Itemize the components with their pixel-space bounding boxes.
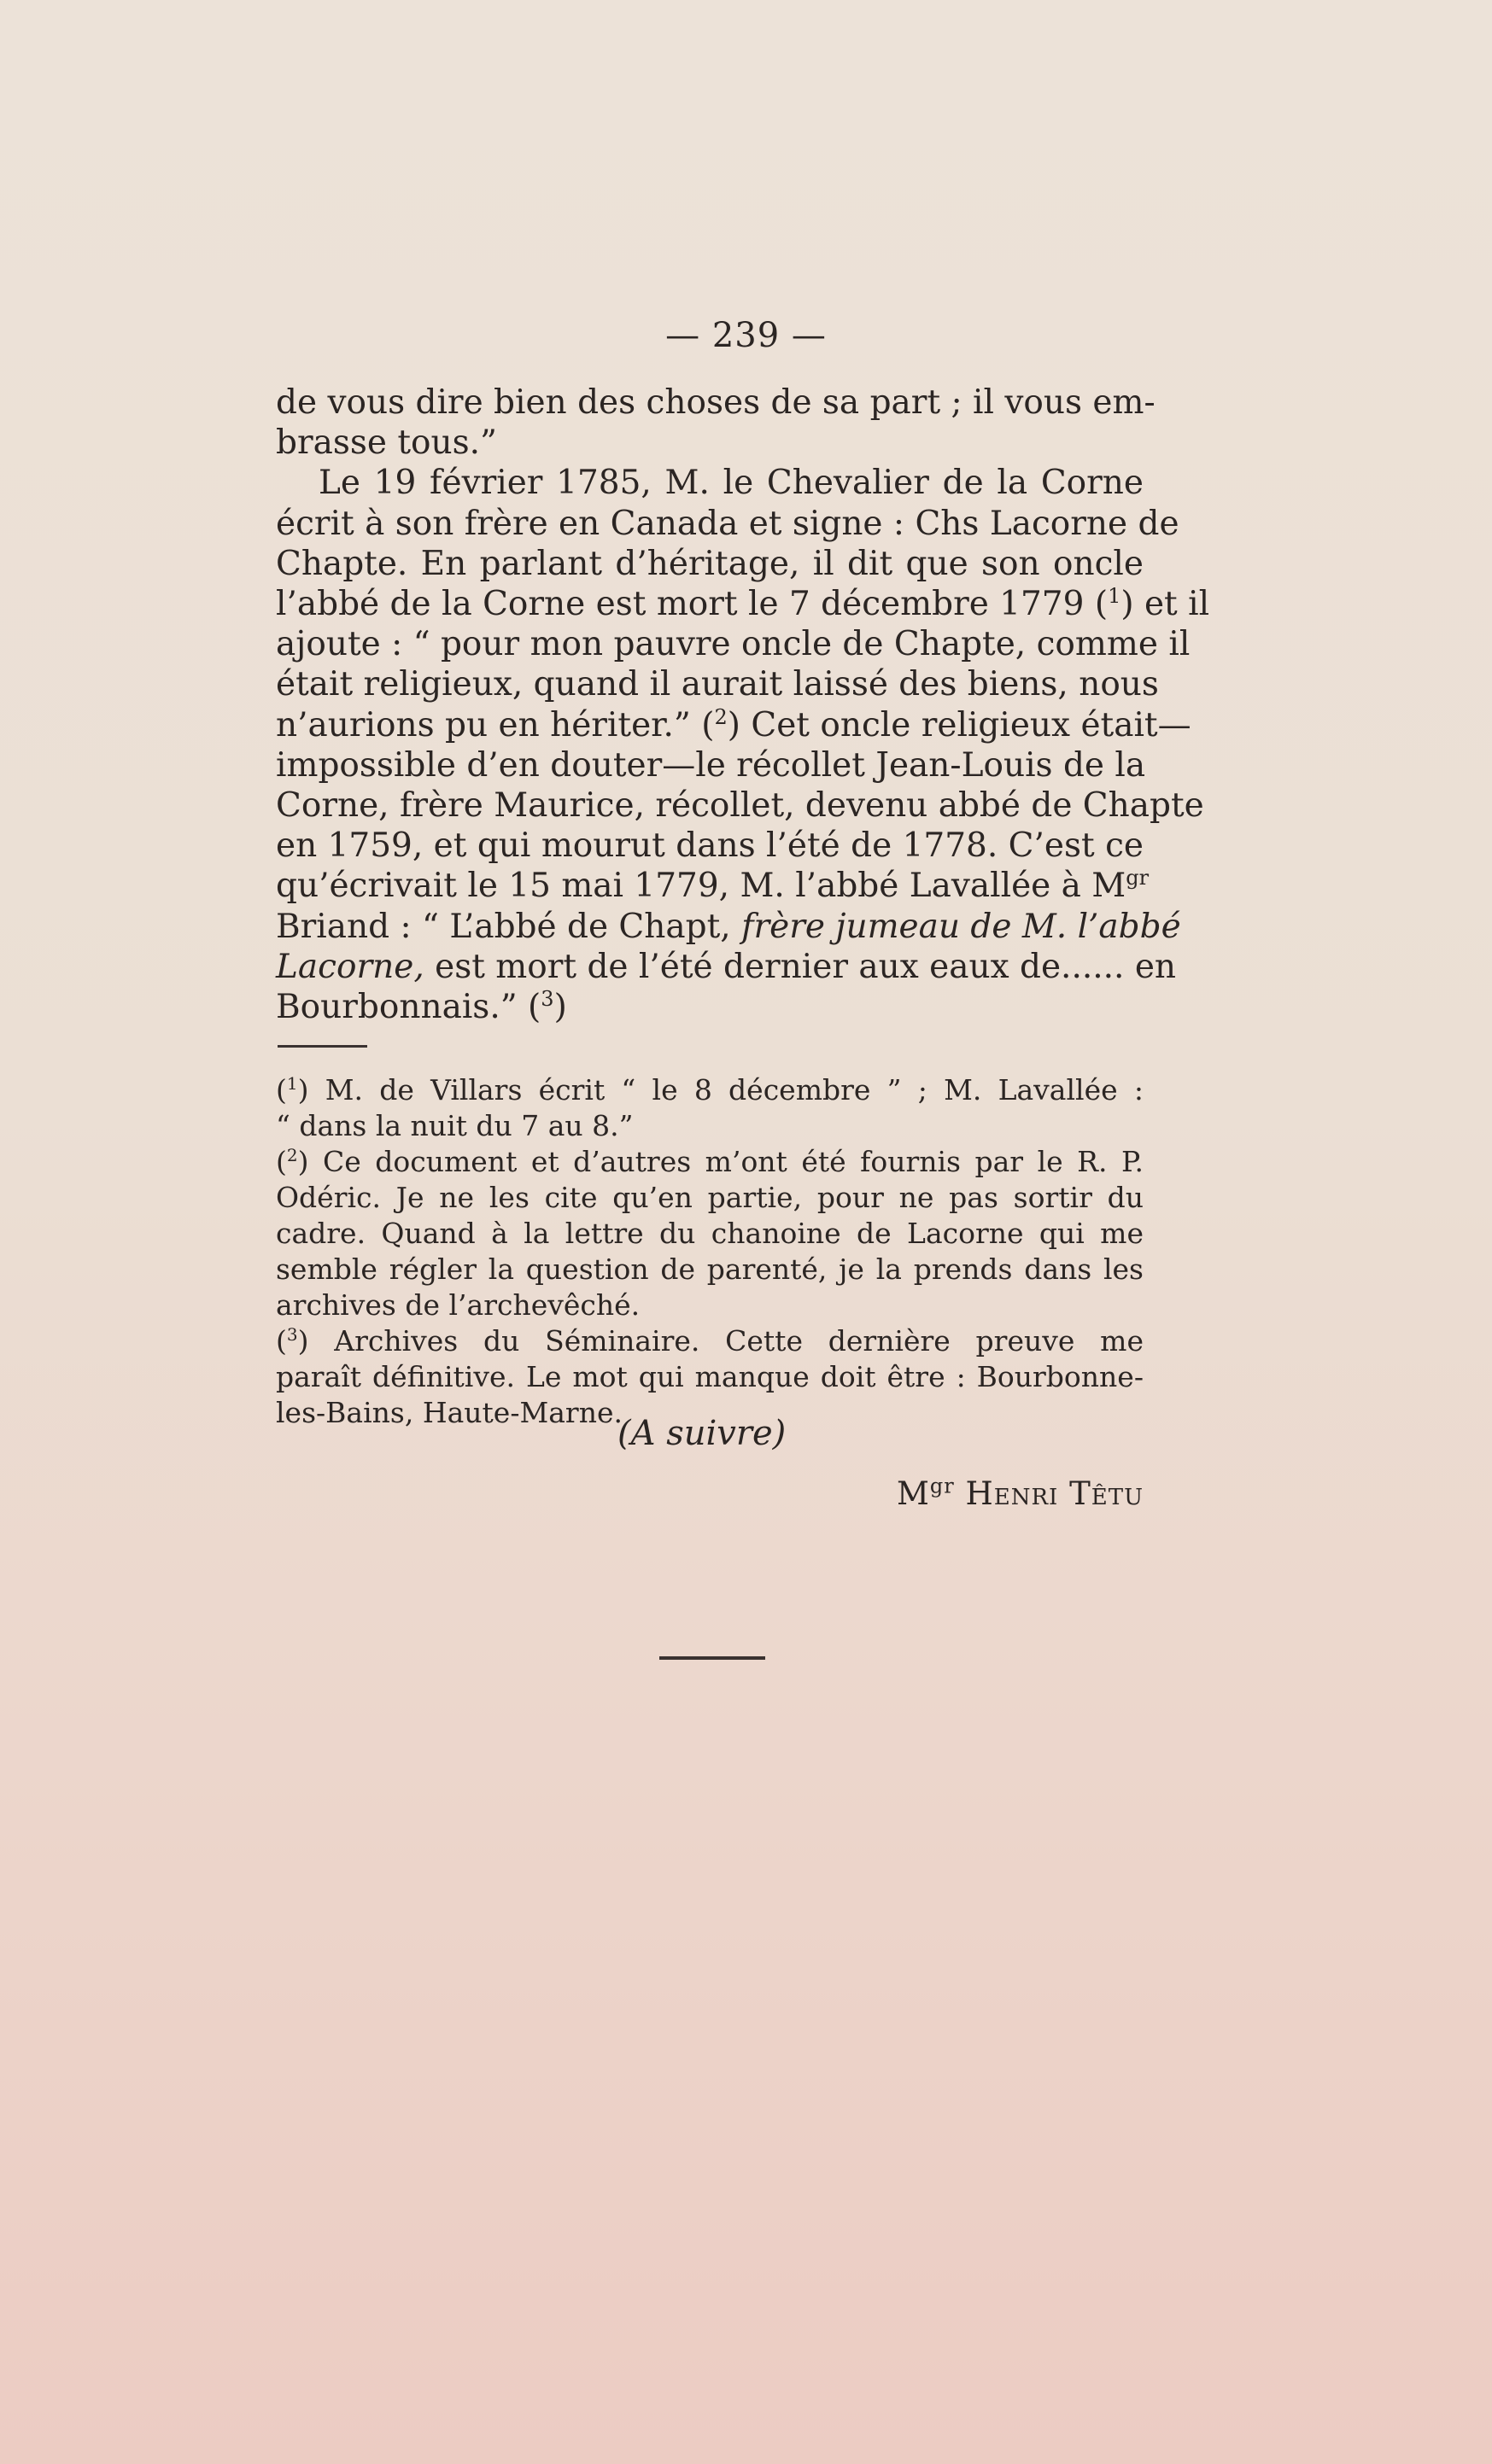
footnote-mark: 2 (286, 1145, 298, 1165)
text-fragment: est mort de l’été dernier aux eaux de...... en (424, 947, 1177, 986)
text-line (276, 907, 1181, 947)
signature-name: Henri Têtu (965, 1475, 1144, 1512)
footnote-ref: 2 (714, 704, 728, 729)
end-rule (659, 1656, 765, 1660)
footnote-ref: 3 (541, 987, 554, 1012)
text-line: Le 19 février 1785, M. le Chevalier de la Corne (319, 464, 1144, 503)
footnote-line: ($^3$) Archives du Séminaire. Cette dernière preuve me (276, 1324, 1144, 1358)
text-line: de vous dire bien des choses de sa part ; il vous em- (276, 383, 1156, 422)
italic-fragment: frère jumeau de M. l’abbé (741, 907, 1181, 946)
text-line: impossible d’en douter—le récollet Jean-Louis de la (276, 745, 1146, 785)
text-fragment: ) Archives du Séminaire. Cette dernière preuve me (297, 1324, 1144, 1358)
footnote-line: ($^2$) Ce document et d’autres m’ont été fournis par le R. P. (276, 1145, 1144, 1178)
to-be-continued: (A suivre) (617, 1414, 787, 1453)
text-fragment: ) et il (1120, 585, 1210, 624)
text-line: brasse tous.” (276, 423, 497, 463)
italic-fragment: Lacorne, (276, 947, 424, 986)
footnote-line: “ dans la nuit du 7 au 8.” (276, 1109, 634, 1142)
text-line: écrit à son frère en Canada et signe : Chs Lacorne de (276, 504, 1179, 543)
footnote-line: Odéric. Je ne les cite qu’en partie, pour ne pas sortir du (276, 1181, 1144, 1214)
footnote-separator (278, 1045, 367, 1048)
signature-title-superscript: gr (929, 1474, 955, 1498)
text-fragment: ) Ce document et d’autres m’ont été fournis par le R. P. (297, 1145, 1144, 1178)
text-line: en 1759, et qui mourut dans l’été de 1778. C’est ce (276, 826, 1144, 866)
main-text (276, 382, 1210, 1027)
page-number: — 239 — (665, 316, 827, 355)
text-fragment: Briand : “ L’abbé de Chapt, (276, 907, 742, 946)
text-line: Chapte. En parlant d’héritage, il dit que son oncle (276, 544, 1144, 583)
footnote-line: paraît définitive. Le mot qui manque doit être : Bourbonne- (276, 1360, 1144, 1393)
footnote-mark: 1 (286, 1073, 298, 1094)
text-line: ajoute : “ pour mon pauvre oncle de Chapte, comme il (276, 625, 1191, 664)
text-line (276, 866, 1150, 906)
text-fragment: l’abbé de la Corne est mort le 7 décembre 1779 ( (276, 585, 1109, 624)
author-signature (897, 1473, 1144, 1515)
footnote-line: ($^1$) M. de Villars écrit “ le 8 décembre ” ; M. Lavallée : (276, 1073, 1144, 1106)
text-fragment: Bourbonnais.” ( (276, 988, 541, 1027)
title-superscript: gr (1126, 866, 1150, 890)
text-line (276, 947, 1177, 987)
text-fragment: n’aurions pu en hériter.” ( (276, 705, 715, 744)
footnote-line: semble régler la question de parenté, je la prends dans les (276, 1252, 1144, 1286)
text-fragment: ) (553, 988, 567, 1027)
footnote-ref: 1 (1108, 584, 1121, 609)
text-fragment: ) M. de Villars écrit “ le 8 décembre ” ; M. Lavallée : (297, 1073, 1144, 1106)
footnote-line: les-Bains, Haute-Marne. (276, 1396, 623, 1429)
text-fragment: ) Cet oncle religieux était— (727, 705, 1191, 744)
signature-title: M (896, 1475, 930, 1512)
footnote-line: cadre. Quand à la lettre du chanoine de Lacorne qui me (276, 1217, 1144, 1250)
text-line (276, 704, 1191, 745)
footnote-line: archives de l’archevêché. (276, 1288, 641, 1322)
text-fragment: qu’écrivait le 15 mai 1779, M. l’abbé Lavallée à M (276, 867, 1126, 906)
text-line (276, 987, 1144, 1027)
footnotes (276, 1072, 1144, 1431)
text-line (276, 584, 1210, 624)
text-line: était religieux, quand il aurait laissé des biens, nous (276, 665, 1159, 704)
footnote-mark: 3 (286, 1324, 298, 1345)
text-line: Corne, frère Maurice, récollet, devenu abbé de Chapte (276, 786, 1204, 826)
